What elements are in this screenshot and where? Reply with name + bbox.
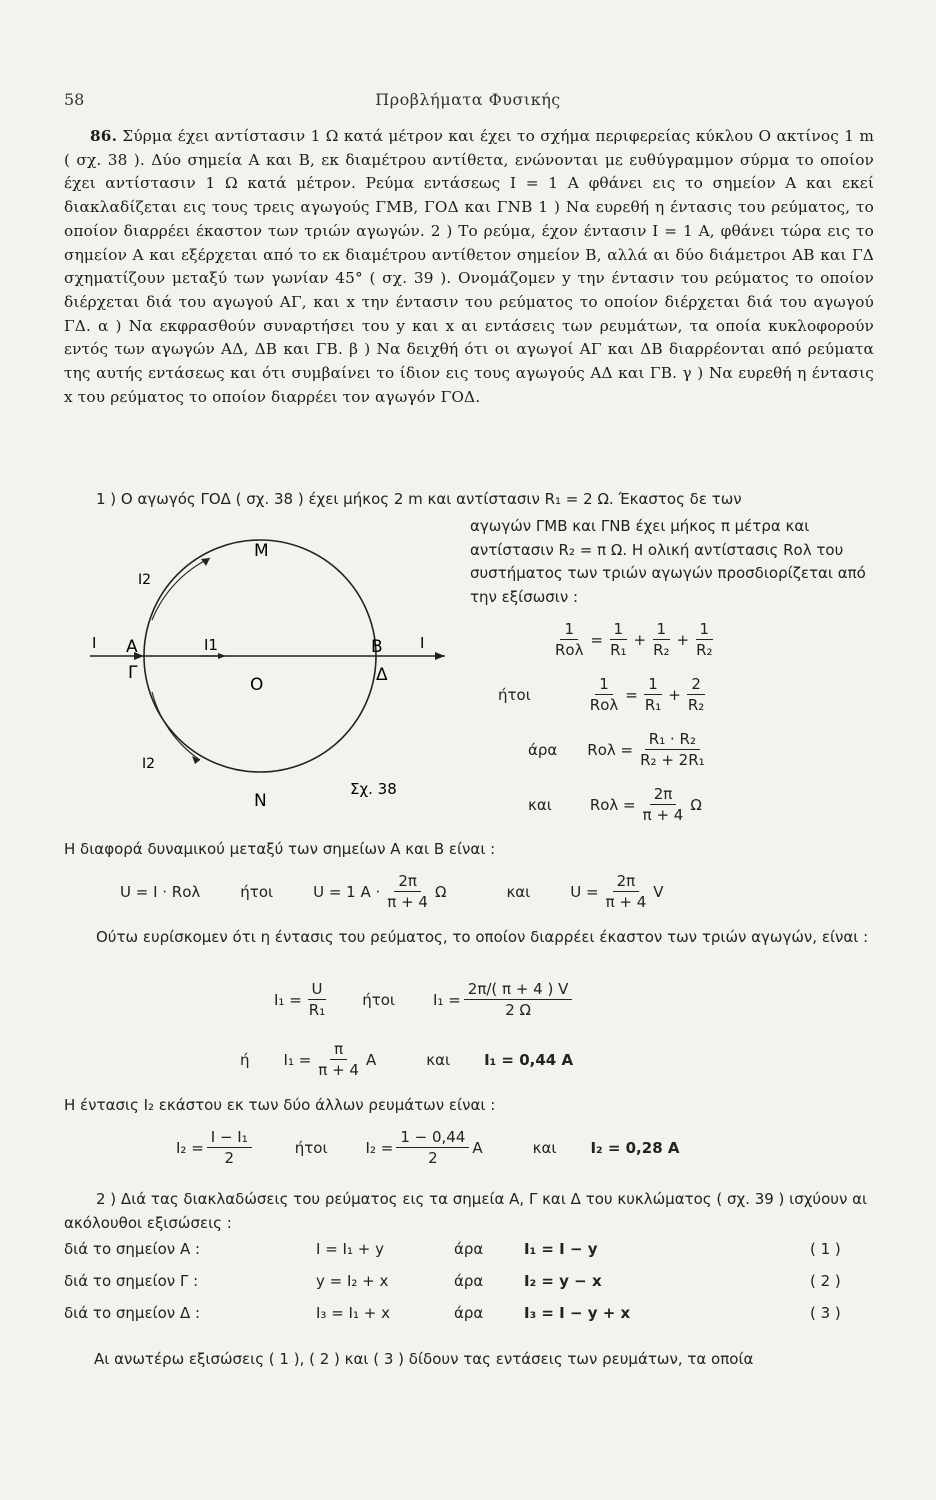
problem-statement: [64, 125, 874, 409]
i2-result: I₂ = 0,28 A: [590, 1138, 680, 1157]
equation-i1-value: ή I₁ = $\frac{\pi}{\pi + 4}$ A και I₁ = 0,44 A: [240, 1040, 574, 1079]
i1-result: I₁ = 0,44 A: [484, 1050, 574, 1069]
potential-difference-line: Η διαφορά δυναμικού μεταξύ των σημείων Α και Β είναι :: [64, 840, 496, 858]
equation-total-resistance-value: και Rολ = $\frac{2\pi}{\pi + 4}$ Ω: [528, 785, 702, 824]
solution-intro: 1 ) Ο αγωγός ΓΟΔ ( σχ. 38 ) έχει μήκος 2 m και αντίστασιν R₁ = 2 Ω. Έκαστος δε των: [96, 490, 742, 508]
equation-parallel-simplified: ήτοι $\frac{1}{\text{Rολ}}$ = $\frac{1}{\text{R₁}}$ + $\frac{2}{\text{R₂}}$: [498, 675, 705, 714]
label-M: M: [254, 541, 269, 561]
equation-voltage: U = I · Rολ ήτοι U = 1 A · $\frac{2\pi}{\pi + 4}$ Ω και U = $\frac{2\pi}{\pi + 4}$ V: [120, 872, 664, 911]
problem-number: 86.: [90, 127, 118, 145]
page-number: 58: [64, 90, 85, 109]
label-I2-top: I2: [138, 572, 152, 588]
equation-parallel-resistance: $\frac{1}{\text{Rολ}}$ = $\frac{1}{\text{R₁}}$ + $\frac{1}{\text{R₂}}$ + $\frac{1}{\text{R₂}}$: [555, 620, 713, 659]
output-arrow: [435, 652, 445, 660]
label-Gamma: Γ: [128, 663, 138, 683]
label-I2-bottom: I2: [142, 756, 156, 772]
part2-intro: 2 ) Διά τας διακλαδώσεις του ρεύματος εις τα σημεία Α, Γ και Δ του κυκλώματος ( σχ. 39 ) ισχύουν αι ακόλουθοι εξισώσεις :: [64, 1190, 868, 1232]
label-A: A: [126, 637, 138, 657]
equation-i2: I₂ = $\frac{\text{I − I₁}}{2}$ ήτοι I₂ = $\frac{1 - 0,44}{2}$ A και I₂ = 0,28 A: [176, 1128, 680, 1167]
i2-top-arc-arrow: [152, 558, 210, 620]
label-I-out: I: [420, 634, 425, 652]
label-I-in: I: [92, 634, 97, 652]
equation-i1: I₁ = $\frac{U}{\text{R₁}}$ ήτοι I₁ = $\frac{2\pi/( \pi + 4 ) V}{2 \Omega}$: [274, 980, 575, 1019]
figure-38: [80, 528, 460, 828]
label-O: O: [250, 675, 264, 695]
running-title: Προβλήματα Φυσικής: [375, 90, 561, 109]
textbook-page: 58 Προβλήματα Φυσικής 86. Σύρμα έχει αντίστασιν 1 Ω κατά μέτρον και έχει το σχήμα περιφερείας κύκλου Ο ακτίνος 1 m ( σχ. 38 ). Δύο σημεία Α και Β, εκ διαμέτρου αντίθετα, ενώνονται με ευθύγραμμον σύρμα το οποίον έχει αντίστασιν 1 Ω κατά μέτρον. Ρεύμα εντάσεως Ι = 1 Α φθάνει εις το σημείον Α και εκεί διακλαδίζεται εις τους τρεις αγωγούς ΓΜΒ, ΓΟΔ και ΓΝΒ 1 ) Να ευρεθή η έντασις του ρεύματος, το οποίον διαρρέει έκαστον των τριών αγωγών. 2 ) Το ρεύμα, έχον έντασιν Ι = 1 Α, φθάνει τώρα εις το σημείον Α και εξέρχεται από το εκ διαμέτρου αντίθετον σημείον Β, αλλά αι δύο διάμετροι ΑΒ και ΓΔ σχηματίζουν μεταξύ των γωνίαν 45° ( σχ. 39 ). Ονομάζομεν y την έντασιν του ρεύματος το οποίον διέρχεται διά του αγωγού ΑΓ, και x την έντασιν του ρεύματος το οποίον διέρχεται διά του αγωγού ΓΔ. α ) Να εκφρασθούν συναρτήσει του y και x αι εντάσεις των ρευμάτων, τα οποία κυκλοφορούν εντός των αγωγών ΑΔ, ΔΒ και ΓΒ. β ) Να δειχθή ότι οι αγωγοί ΑΓ και ΔΒ διαρρέονται από ρεύματα της αυτής εντάσεως και ότι συμβαίνει το ίδιον εις τους αγωγούς ΑΔ και ΓΒ. γ ) Να ευρεθή η έντασις x του ρεύματος το οποίον διαρρέει τον αγωγόν ΓΟΔ. 1 ) Ο αγωγός ΓΟΔ ( σχ. 38 ) έχει μήκος 2 m και αντίστασιν R₁ = 2 Ω. Έκαστος δε των αγωγών ΓΜΒ και ΓΝΒ έχει μήκος π μέτρα και αντίστασιν R₂ = π Ω. Η ολική αντίστασις Rολ του συστήματος των τριών αγωγών προσδιορίζεται από την εξίσωσιν : M N O A B Γ Δ I I I1 I2 I2 Σχ. 38 $\frac{1}{\text{Rολ}}$ = $\frac{1}{\text{R₁}}$ + $\frac{1}{\text{R₂}}$ + $\frac{1}{\text{R₂}}$ ήτοι $\frac{1}{\text{Rολ}}$ = $\frac{1}{\text{R₁}}$ + $\frac{2}{\text{R₂}}$ άρα Rολ = $\frac{\text{R₁ · R₂}}{\text{R₂ + 2R₁}}$ και Rολ = $\frac{2\pi}{\pi + 4}$ Ω Η διαφορά δυναμικού μεταξύ των σημείων Α και Β είναι : U = I · Rολ ήτοι U = 1 A · $\frac{2\pi}{\pi + 4}$ Ω και U = $\frac{2\pi}{\pi + 4}$ V Ούτω ευρίσκομεν ότι η έντασις του ρεύματος, το οποίον διαρρέει έκαστον των τριών αγωγών, είναι : I₁ = $\frac{U}{\text{R₁}}$ ήτοι I₁ = $\frac{2\pi/( \pi + 4 ) V}{2 \Omega}$ ή I₁ = $\frac{\pi}{\pi + 4}$ A και I₁ = 0,44 A Η έντασις I₂ εκάστου εκ των δύο άλλων ρευμάτων είναι : I₂ = $\frac{\text{I − I₁}}{2}$ ήτοι I₂ = $\frac{1 - 0,44}{2}$ A και I₂ = 0,28 A 2 ) Διά τας διακλαδώσεις του ρεύματος εις τα σημεία Α, Γ και Δ του κυκλώματος ( σχ. 39 ) ισχύουν αι ακόλουθοι εξισώσεις : διά το σημείον Α : I = I₁ + y άρα I₁ = I − y ( 1 ) διά το σημείον Γ : y = I₂ + x άρα I₂ = y − x ( 2 ) διά το σημείον Δ : I₃ = I₁ + x άρα I₃ = I − y + x ( 3 ) Αι ανωτέρω εξισώσεις ( 1 ), ( 2 ) και ( 3 ) δίδουν τας εντάσεις των ρευμάτων, τα οποία: [0, 0, 936, 1500]
problem-text: Σύρμα έχει αντίστασιν 1 Ω κατά μέτρον και έχει το σχήμα περιφερείας κύκλου Ο ακτίνος 1 m ( σχ. 38 ). Δύο σημεία Α και Β, εκ διαμέτρου αντίθετα, ενώνονται με ευθύγραμμον σύρμα το οποίον έχει αντίστασιν 1 Ω κατά μέτρον. Ρεύμα εντάσεως Ι = 1 Α φθάνει εις το σημείον Α και εκεί διακλαδίζεται εις τους τρεις αγωγούς ΓΜΒ, ΓΟΔ και ΓΝΒ 1 ) Να ευρεθή η έντασις του ρεύματος, το οποίον διαρρέει έκαστον των τριών αγωγών. 2 ) Το ρεύμα, έχον έντασιν Ι = 1 Α, φθάνει τώρα εις το σημείον Α και εξέρχεται από το εκ διαμέτρου αντίθετον σημείον Β, αλλά αι δύο διάμετροι ΑΒ και ΓΔ σχηματίζουν μεταξύ των γωνίαν 45° ( σχ. 39 ). Ονομάζομεν y την έντασιν του ρεύματος το οποίον διέρχεται διά του αγωγού ΑΓ, και x την έντασιν του ρεύματος το οποίον διέρχεται διά του αγωγού ΓΔ. α ) Να εκφρασθούν συναρτήσει του y και x αι εντάσεις των ρευμάτων, τα οποία κυκλοφορούν εντός των αγωγών ΑΔ, ΔΒ και ΓΒ. β ) Να δειχθή ότι οι αγωγοί ΑΓ και ΔΒ διαρρέονται από ρεύματα της αυτής εντάσεως και ότι συμβαίνει το ίδιον εις τους αγωγούς ΑΔ και ΓΒ. γ ) Να ευρεθή η έντασις x του ρεύματος το οποίον διαρρέει τον αγωγόν ΓΟΔ.: [64, 127, 875, 406]
equation-total-resistance: άρα Rολ = $\frac{\text{R₁ · R₂}}{\text{R₂ + 2R₁}}$: [528, 730, 705, 769]
solution-continuation: αγωγών ΓΜΒ και ΓΝΒ έχει μήκος π μέτρα και αντίστασιν R₂ = π Ω. Η ολική αντίστασις Rολ του συστήματος των τριών αγωγών προσδιορίζεται από την εξίσωσιν :: [470, 517, 866, 606]
figure-caption: Σχ. 38: [350, 780, 397, 798]
label-B: B: [371, 637, 383, 657]
found-current-line: Ούτω ευρίσκομεν ότι η έντασις του ρεύματος, το οποίον διαρρέει έκαστον των τριών αγωγών, είναι :: [96, 928, 869, 946]
i2-intro-line: Η έντασις I₂ εκάστου εκ των δύο άλλων ρευμάτων είναι :: [64, 1096, 496, 1114]
label-I1: I1: [204, 636, 218, 654]
label-N: N: [254, 791, 267, 811]
i1-arrow-head: [218, 653, 226, 659]
last-line: Αι ανωτέρω εξισώσεις ( 1 ), ( 2 ) και ( 3 ) δίδουν τας εντάσεις των ρευμάτων, τα οποία: [94, 1350, 754, 1368]
label-Delta: Δ: [376, 665, 388, 685]
